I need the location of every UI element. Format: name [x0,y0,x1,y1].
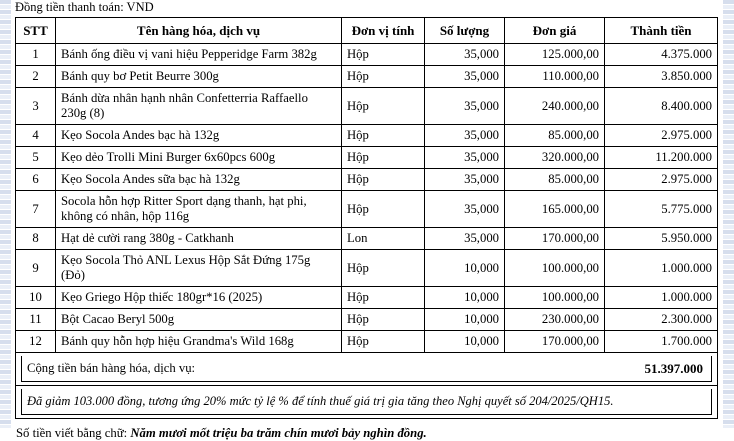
cell-stt: 7 [16,191,56,228]
cell-stt: 3 [16,88,56,125]
discount-note-row [16,386,718,419]
table-row [16,228,718,250]
cell-qty: 10,000 [425,331,505,353]
table-row [16,44,718,66]
cell-qty: 10,000 [425,250,505,287]
page-edge-right [723,0,734,428]
cell-qty: 35,000 [425,125,505,147]
cell-stt: 4 [16,125,56,147]
column-header-quantity: Số lượng [425,18,505,44]
cell-qty: 10,000 [425,287,505,309]
summary-cell [16,353,718,386]
cell-price: 170.000,00 [505,228,605,250]
invoice-items-table [15,17,718,419]
cell-stt: 11 [16,309,56,331]
cell-unit: Hộp [342,309,425,331]
summary-row [16,353,718,386]
cell-unit: Hộp [342,250,425,287]
amount-in-words-value: Năm mươi mốt triệu ba trăm chín mươi bảy nghìn đồng. [130,426,427,440]
cell-total: 5.775.000 [605,191,718,228]
cell-total: 5.950.000 [605,228,718,250]
cell-price: 240.000,00 [505,88,605,125]
cell-price: 85.000,00 [505,125,605,147]
table-row [16,250,718,287]
column-header-stt: STT [16,18,56,44]
cell-total: 1.000.000 [605,287,718,309]
cell-name: Hạt dẻ cười rang 380g - Catkhanh [56,228,342,250]
table-header [16,18,718,44]
cell-name: Bánh quy bơ Petit Beurre 300g [56,66,342,88]
cell-name: Kẹo Griego Hộp thiếc 180gr*16 (2025) [56,287,342,309]
page-edge-left [0,0,11,428]
cell-qty: 35,000 [425,147,505,169]
cell-price: 230.000,00 [505,309,605,331]
column-header-name: Tên hàng hóa, dịch vụ [56,18,342,44]
cell-name: Bột Cacao Beryl 500g [56,309,342,331]
table-row [16,309,718,331]
discount-note-cell [16,386,718,419]
cell-price: 110.000,00 [505,66,605,88]
table-body [16,44,718,419]
cell-price: 100.000,00 [505,250,605,287]
cell-qty: 10,000 [425,309,505,331]
table-row [16,169,718,191]
cell-total: 8.400.000 [605,88,718,125]
cell-name: Kẹo Socola Andes sữa bạc hà 132g [56,169,342,191]
cell-price: 320.000,00 [505,147,605,169]
table-row [16,125,718,147]
discount-note-text: Đã giảm 103.000 đồng, tương ứng 20% mức tỷ lệ % để tính thuế giá trị gia tăng theo Nghị quyết số 204/2025/QH15. [21,389,712,415]
cell-stt: 12 [16,331,56,353]
cell-stt: 10 [16,287,56,309]
cell-total: 11.200.000 [605,147,718,169]
cell-name: Bánh dừa nhân hạnh nhân Confetterria Raffaello 230g (8) [56,88,342,125]
cell-unit: Hộp [342,66,425,88]
cell-stt: 2 [16,66,56,88]
cell-price: 170.000,00 [505,331,605,353]
cell-name: Kẹo Socola Thỏ ANL Lexus Hộp Sắt Đứng 175g (Đỏ) [56,250,342,287]
cell-unit: Hộp [342,147,425,169]
table-row [16,287,718,309]
cell-unit: Hộp [342,125,425,147]
cell-unit: Hộp [342,287,425,309]
cell-qty: 35,000 [425,228,505,250]
cell-name: Kẹo dẻo Trolli Mini Burger 6x60pcs 600g [56,147,342,169]
cell-stt: 6 [16,169,56,191]
summary-total-amount: 51.397.000 [644,361,703,376]
cell-qty: 35,000 [425,44,505,66]
cell-unit: Hộp [342,191,425,228]
cell-stt: 8 [16,228,56,250]
cell-stt: 5 [16,147,56,169]
table-row [16,66,718,88]
cell-name: Bánh quy hỗn hợp hiệu Grandma's Wild 168g [56,331,342,353]
cell-total: 2.975.000 [605,125,718,147]
cell-total: 1.700.000 [605,331,718,353]
cell-name: Kẹo Socola Andes bạc hà 132g [56,125,342,147]
cell-total: 2.300.000 [605,309,718,331]
cell-price: 100.000,00 [505,287,605,309]
column-header-amount: Thành tiền [605,18,718,44]
cell-qty: 35,000 [425,66,505,88]
table-row [16,191,718,228]
cell-total: 4.375.000 [605,44,718,66]
table-row [16,331,718,353]
amount-in-words-label: Số tiền viết bằng chữ: [16,426,131,440]
summary-label: Cộng tiền bán hàng hóa, dịch vụ: [27,361,196,375]
cell-name: Socola hỗn hợp Ritter Sport dạng thanh, hạt phi, không có nhân, hộp 116g [56,191,342,228]
cell-stt: 1 [16,44,56,66]
cell-unit: Hộp [342,88,425,125]
cell-total: 1.000.000 [605,250,718,287]
cell-unit: Hộp [342,331,425,353]
table-header-row [16,18,718,44]
cell-unit: Hộp [342,44,425,66]
amount-in-words [15,419,717,441]
cell-qty: 35,000 [425,169,505,191]
cell-unit: Hộp [342,169,425,191]
cell-price: 165.000,00 [505,191,605,228]
cell-total: 3.850.000 [605,66,718,88]
cell-qty: 35,000 [425,88,505,125]
cell-unit: Lon [342,228,425,250]
cell-qty: 35,000 [425,191,505,228]
cell-price: 85.000,00 [505,169,605,191]
column-header-unit-price: Đơn giá [505,18,605,44]
cell-total: 2.975.000 [605,169,718,191]
payment-currency-line: Đồng tiền thanh toán: VND [15,0,154,14]
cell-name: Bánh ống điều vị vani hiệu Pepperidge Farm 382g [56,44,342,66]
table-row [16,147,718,169]
invoice-sheet [11,0,723,440]
table-row [16,88,718,125]
cell-price: 125.000,00 [505,44,605,66]
column-header-unit: Đơn vị tính [342,18,425,44]
cell-stt: 9 [16,250,56,287]
